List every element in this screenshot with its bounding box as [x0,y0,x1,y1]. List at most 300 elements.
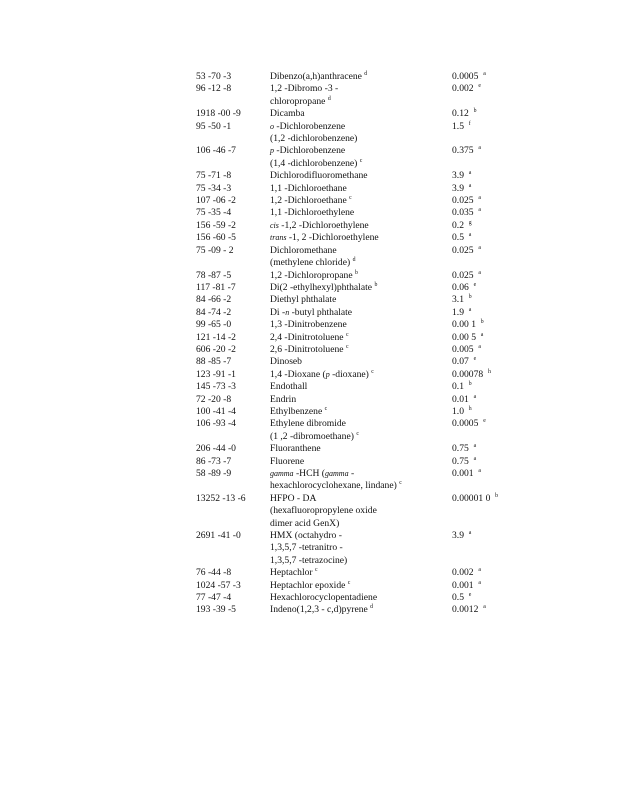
chemical-name [270,418,452,443]
table-row [196,319,496,331]
table-row [196,220,496,232]
name-text: -1,2 -Dichloroethylene [278,219,369,231]
value-text: 0.1 [452,381,464,393]
chemical-name-line [270,381,452,393]
chemical-name-line [270,406,452,418]
chemical-name-line [270,282,452,294]
table-row [196,108,496,120]
source-footnote-marker: a [478,579,481,586]
table-row [196,294,496,306]
table-row [196,83,496,108]
chemical-name-line [270,220,452,232]
chemical-name-line [270,108,452,120]
chemical-name-line [270,170,452,182]
footnote-marker: c [371,368,374,375]
name-text: 1,4 -Dioxane ( [270,368,326,380]
source-footnote-marker: a [473,443,477,450]
table-row [196,183,496,195]
chemical-name [270,567,452,579]
name-text: 1,3,5,7 -tetrazocine) [270,554,348,566]
value-text: 3.9 [452,530,464,542]
footnote-marker: c [347,579,351,586]
standard-value [452,245,496,270]
name-text: - [348,468,355,479]
standard-value [452,83,496,108]
footnote-marker: d [364,71,368,77]
standard-value [452,418,496,443]
cas-number: 193 -39 -5 [196,604,236,616]
value-text: 0.07 [452,356,469,368]
name-text: 2,6 -Dinitrotoluene [270,343,346,355]
standard-value [452,294,496,306]
footnote-marker: c [315,567,318,574]
value-text: 0.2 [452,219,464,231]
chemical-name-line [270,133,452,145]
footnote-marker: c [359,157,363,164]
chemical-name [270,406,452,418]
name-text: HMX (octahydro - [270,530,342,542]
italic-prefix: gamma [270,469,294,478]
table-row [196,381,496,393]
chemical-name-line [270,195,452,207]
name-text: (1,2 -dichlorobenzene) [270,133,358,145]
standard-value [452,71,496,83]
chemical-name-line [270,245,452,257]
cas-number: 88 -85 -7 [196,356,232,368]
value-text: 0.5 [452,232,464,244]
chemical-name [270,170,452,182]
footnote-marker: c [324,405,328,412]
table-row [196,443,496,455]
value-text: 0.0012 [452,604,479,616]
source-footnote-marker: b [495,492,499,499]
table-row [196,418,496,443]
chemical-name-line [270,542,452,554]
source-footnote-marker: e [473,281,477,288]
cas-number: 13252 -13 -6 [196,492,246,504]
source-footnote-marker: b [480,319,484,326]
name-text: Dinoseb [270,356,302,368]
name-text: -Dichlorobenzene [274,120,346,132]
cas-number: 106 -93 -4 [196,418,236,430]
name-text: Dibenzo(a,h)anthracene [270,71,365,82]
chemical-name-line [270,332,452,344]
table-row [196,369,496,381]
name-text: 1,2 -Dichloroethane [270,195,350,207]
name-text: Di - [270,306,286,318]
standard-value [452,456,496,468]
chemical-name [270,270,452,282]
chemical-name [270,580,452,592]
chemical-name [270,443,452,455]
name-text: chloropropane [270,95,328,107]
value-text: 0.025 [452,244,474,256]
chemical-name-line [270,294,452,306]
chemical-name [270,71,452,83]
source-footnote-marker: e [483,418,486,425]
cas-number: 1024 -57 -3 [196,579,241,591]
standard-value [452,580,496,592]
chemical-name-line [270,369,452,381]
italic-prefix: p [325,369,330,379]
standard-value [452,232,496,244]
chemical-name [270,145,452,170]
standard-value [452,604,496,616]
source-footnote-marker: a [468,182,472,189]
standard-value [452,369,496,381]
name-text: Diethyl phthalate [270,294,337,306]
name-text: 1,3,5,7 -tetranitro - [270,542,343,554]
chemical-name [270,344,452,356]
value-text: 0.0005 [452,418,479,430]
chemical-name [270,394,452,406]
source-footnote-marker: b [468,381,472,388]
value-text: 0.00 1 [452,319,476,331]
table-row [196,356,496,368]
chemical-name [270,530,452,567]
cas-number: 72 -20 -8 [196,393,232,405]
chemical-name-line [270,83,452,95]
table-row [196,207,496,219]
standard-value [452,145,496,170]
chemical-name [270,493,452,530]
cas-number: 117 -81 -7 [196,281,236,293]
table-row [196,195,496,207]
footnote-marker: b [374,281,378,288]
name-text: HFPO - DA [270,492,317,504]
source-footnote-marker: a [478,269,481,276]
value-text: 0.025 [452,195,474,207]
chemical-name-line [270,604,452,616]
contaminant-table-body [196,71,499,617]
chemical-name-line [270,456,452,468]
name-text: -HCH ( [293,468,326,479]
table-row [196,232,496,244]
name-text: Dicamba [270,108,305,120]
standard-value [452,530,496,567]
source-footnote-marker: a [473,393,477,400]
standard-value [452,443,496,455]
cas-number: 75 -71 -8 [196,170,232,182]
name-text: Heptachlor [270,567,316,579]
chemical-name [270,121,452,146]
footnote-marker: c [349,195,352,202]
cas-number: 121 -14 -2 [196,331,236,343]
source-footnote-marker: a [483,71,486,77]
value-text: 0.75 [452,443,469,455]
source-footnote-marker: a [468,306,472,313]
chemical-name [270,183,452,195]
standard-value [452,319,496,331]
source-footnote-marker: b [468,294,472,301]
value-text: 0.00078 [452,368,484,380]
chemical-name [270,108,452,120]
chemical-name-line [270,530,452,542]
cas-number: 53 -70 -3 [196,71,232,82]
source-footnote-marker: a [468,170,472,177]
standard-value [452,356,496,368]
source-footnote-marker: a [478,468,481,474]
chemical-name-line [270,232,452,244]
chemical-name [270,195,452,207]
name-text: Di(2 -ethylhexyl)phthalate [270,281,375,293]
footnote-marker: b [355,269,358,276]
chemical-name-line [270,505,452,517]
chemical-name-line [270,592,452,604]
chemical-name-line [270,480,452,492]
name-text: 2,4 -Dinitrotoluene [270,331,346,343]
table-row [196,456,496,468]
standard-value [452,468,496,493]
standard-value [452,307,496,319]
value-text: 0.00001 0 [452,492,491,504]
cas-number: 123 -91 -1 [196,368,236,380]
cas-number: 106 -46 -7 [196,145,236,157]
chemical-name-line [270,493,452,505]
chemical-name-line [270,257,452,269]
cas-number: 84 -74 -2 [196,306,232,318]
name-text: Fluorene [270,455,305,467]
chemical-name [270,456,452,468]
source-footnote-marker: e [468,592,472,599]
chemical-name-line [270,580,452,592]
chemical-name-line [270,207,452,219]
cas-number: 145 -73 -3 [196,381,236,393]
table-row [196,145,496,170]
chemical-name [270,369,452,381]
table-row [196,245,496,270]
value-text: 0.375 [452,145,474,157]
source-footnote-marker: a [480,331,484,338]
standard-value [452,332,496,344]
value-text: 0.00 5 [452,331,476,343]
chemical-name [270,319,452,331]
source-footnote-marker: a [468,232,472,239]
table-row [196,332,496,344]
value-text: 0.06 [452,281,469,293]
name-text: (hexafluoropropylene oxide [270,505,377,517]
value-text: 1.5 [452,120,464,132]
value-text: 1.0 [452,405,464,417]
value-text: 0.005 [452,343,474,355]
cas-number: 75 -09 - 2 [196,244,234,256]
italic-prefix: gamma [325,469,349,478]
chemical-name-line [270,71,452,83]
table-row [196,270,496,282]
chemical-name-line [270,356,452,368]
chemical-name-line [270,344,452,356]
chemical-name [270,220,452,232]
value-text: 0.01 [452,393,469,405]
source-footnote-marker: a [478,567,481,574]
table-row [196,604,496,616]
footnote-marker: c [345,331,349,338]
name-text: -butyl phthalate [289,306,353,318]
standard-value [452,270,496,282]
chemical-name-line [270,145,452,157]
cas-number: 206 -44 -0 [196,443,236,455]
table-row [196,307,496,319]
name-text: Endothall [270,381,308,393]
chemical-name-line [270,443,452,455]
name-text: 1,1 -Dichloroethane [270,182,347,194]
footnote-marker: d [352,257,356,264]
chemical-name [270,381,452,393]
name-text: -Dichlorobenzene [274,145,346,157]
value-text: 0.002 [452,83,474,95]
footnote-marker: c [356,430,359,437]
italic-prefix: trans [270,233,287,243]
standard-value [452,406,496,418]
cas-number: 58 -89 -9 [196,468,232,479]
chemical-name [270,356,452,368]
chemical-name-line [270,394,452,406]
footnote-marker: c [345,343,349,350]
chemical-name-line [270,555,452,567]
chemical-name-line [270,121,452,133]
chemical-name-line [270,567,452,579]
standard-value [452,220,496,232]
name-text: Heptachlor epoxide [270,579,348,591]
source-footnote-marker: a [478,195,481,202]
name-text: Ethylene dibromide [270,418,346,430]
table-row [196,567,496,579]
chemical-name [270,468,452,493]
table-row [196,468,496,493]
chemical-name [270,307,452,319]
value-text: 0.0005 [452,71,479,82]
cas-number: 78 -87 -5 [196,269,232,281]
cas-number: 2691 -41 -0 [196,530,241,542]
standard-value [452,195,496,207]
name-text: Dichlorodifluoromethane [270,170,368,182]
source-footnote-marker: f [468,120,471,127]
chemical-name-line [270,518,452,530]
source-footnote-marker: a [478,343,481,350]
name-text: Indeno(1,2,3 - c,d)pyrene [270,604,371,616]
name-text: Hexachlorocyclopentadiene [270,592,378,604]
source-footnote-marker: a [478,207,481,214]
cas-number: 1918 -00 -9 [196,108,241,120]
cas-number: 96 -12 -8 [196,83,232,95]
chemical-name-line [270,468,452,480]
value-text: 0.001 [452,579,474,591]
chemical-name [270,332,452,344]
value-text: 0.025 [452,269,474,281]
table-row [196,592,496,604]
contaminant-table [196,71,499,617]
value-text: 0.5 [452,592,464,604]
cas-number: 75 -35 -4 [196,207,232,219]
name-text: Fluoranthene [270,443,321,455]
name-text: 1,2 -Dibromo -3 - [270,83,339,95]
standard-value [452,381,496,393]
chemical-name [270,592,452,604]
cas-number: 107 -06 -2 [196,195,236,207]
chemical-name-line [270,158,452,170]
chemical-name-line [270,270,452,282]
value-text: 3.1 [452,294,464,306]
cas-number: 84 -66 -2 [196,294,232,306]
footnote-marker: c [399,480,402,487]
footnote-marker: d [327,95,331,102]
source-footnote-marker: b [473,108,477,115]
source-footnote-marker: h [468,405,472,412]
value-text: 0.002 [452,567,474,579]
name-text: 1,2 -Dichloropropane [270,269,355,281]
italic-prefix: o [270,121,274,131]
chemical-name-line [270,96,452,108]
value-text: 0.001 [452,468,474,479]
source-footnote-marker: a [473,455,477,462]
name-text: (1 ,2 -dibromoethane) [270,430,357,442]
standard-value [452,207,496,219]
source-footnote-marker: e [473,356,477,363]
cas-number: 75 -34 -3 [196,182,232,194]
standard-value [452,394,496,406]
standard-value [452,183,496,195]
cas-number: 77 -47 -4 [196,592,232,604]
chemical-name [270,282,452,294]
chemical-name-line [270,418,452,430]
cas-number: 606 -20 -2 [196,343,236,355]
chemical-name-line [270,307,452,319]
name-text: -1, 2 -Dichloroethylene [286,232,379,244]
standard-value [452,108,496,120]
name-text: -dioxane) [329,368,372,380]
value-text: 0.75 [452,455,469,467]
table-row [196,394,496,406]
source-footnote-marker: a [468,530,472,537]
value-text: 3.9 [452,170,464,182]
cas-number: 76 -44 -8 [196,567,232,579]
chemical-name-line [270,183,452,195]
chemical-name-line [270,431,452,443]
standard-value [452,121,496,146]
chemical-name [270,245,452,270]
chemical-name [270,232,452,244]
standard-value [452,282,496,294]
cas-number: 95 -50 -1 [196,120,232,132]
source-footnote-marker: a [478,244,481,251]
cas-number: 86 -73 -7 [196,455,232,467]
standard-value [452,344,496,356]
italic-prefix: p [270,146,274,156]
name-text: (methylene chloride) [270,257,353,269]
chemical-name-line [270,319,452,331]
standard-value [452,567,496,579]
table-row [196,406,496,418]
name-text: Dichloromethane [270,244,337,256]
footnote-marker: d [370,604,374,611]
table-row [196,71,496,83]
source-footnote-marker: h [487,368,491,375]
table-row [196,121,496,146]
value-text: 3.9 [452,182,464,194]
source-footnote-marker: a [483,604,486,611]
standard-value [452,492,499,530]
table-row [196,580,496,592]
table-row [196,530,496,567]
table-row [196,282,496,294]
source-footnote-marker: e [478,83,481,90]
table-row [196,170,496,182]
name-text: dimer acid GenX) [270,517,340,529]
source-footnote-marker: g [468,219,472,226]
source-footnote-marker: a [478,145,481,152]
name-text: Endrin [270,393,297,405]
chemical-name [270,83,452,108]
